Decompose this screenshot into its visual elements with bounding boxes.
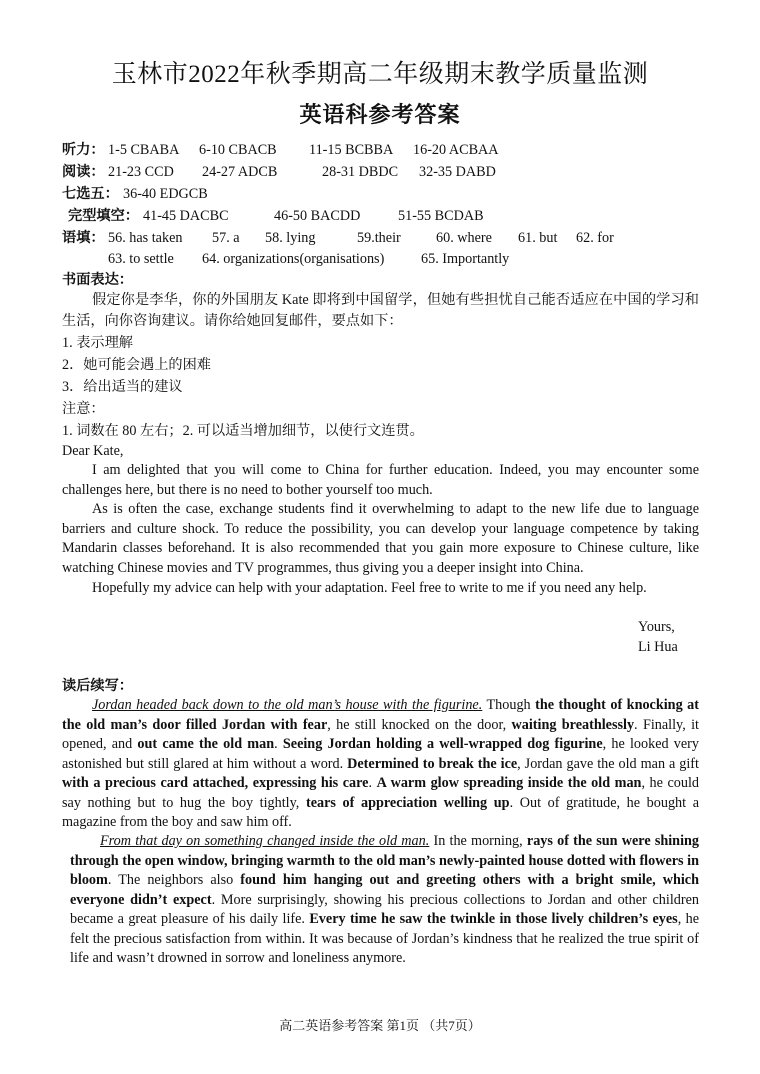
grammar-label: 语填： — [62, 230, 105, 246]
story-text: , he looked very astonished but still glared at him without a word. — [62, 736, 700, 772]
writing-point: 2．她可能会遇上的困难 — [62, 357, 211, 373]
story-text: . — [368, 775, 377, 791]
grammar-answer: 60. where — [436, 230, 492, 246]
grammar-answer: 56. has taken — [108, 230, 183, 246]
cloze-answer: 46-50 BACDD — [274, 208, 361, 224]
seven-label: 七选五： — [62, 186, 119, 202]
listening-answer: 1-5 CBABA — [108, 142, 180, 158]
highlighted-phrase: Every time he saw the twinkle in those lively children’s eyes — [309, 911, 678, 927]
story-text: . Out of gratitude, he bought a magazine from the boy and saw him off. — [62, 794, 700, 830]
continuation-paragraph-2 — [70, 832, 699, 969]
listening-answer: 11-15 BCBBA — [309, 142, 394, 158]
story-text: . — [274, 736, 283, 752]
letter-greeting: Dear Kate, — [62, 443, 124, 459]
grammar-answer: 64. organizations(organisations) — [202, 251, 385, 267]
story-text: In the morning, — [429, 833, 527, 849]
grammar-answer: 62. for — [576, 230, 614, 246]
cloze-answer: 41-45 DACBC — [143, 208, 229, 224]
continuation-paragraph-1 — [62, 696, 699, 833]
grammar-answer: 63. to settle — [108, 251, 174, 267]
cloze-label: 完型填空： — [68, 208, 139, 224]
writing-prompt: 假定你是李华，你的外国朋友 Kate 即将到中国留学，但她有些担忧自己能否适应在中国的学习和生活，向你咨询建议。请你给她回复邮件，要点如下： — [62, 292, 699, 329]
grammar-answer: 65. Importantly — [421, 251, 510, 267]
writing-label: 书面表达： — [62, 272, 133, 288]
highlighted-phrase: found him hanging out and greeting others with a bright smile, which everyone didn’t expect — [70, 872, 699, 908]
reading-answer: 32-35 DABD — [419, 164, 496, 180]
letter-closing: Yours, — [638, 619, 675, 635]
grammar-answer: 59.their — [357, 230, 401, 246]
highlighted-phrase: rays of the sun were shining through the open window, bringing warmth to the old man’s newly-painted house dotted with flowers in bloom — [70, 833, 699, 888]
page-footer: 高二英语参考答案 第1页 （共7页） — [279, 1018, 481, 1033]
story-text: Though — [482, 697, 536, 713]
continuation-label: 读后续写： — [62, 678, 133, 694]
reading-row — [62, 162, 496, 182]
reading-label: 阅读： — [62, 164, 105, 180]
grammar-row — [62, 228, 614, 248]
highlighted-phrase: waiting breathlessly — [511, 716, 635, 733]
page-title: 玉林市2022年秋季期高二年级期末教学质量监测 — [111, 61, 649, 88]
reading-answer: 21-23 CCD — [108, 164, 174, 180]
cloze-answer: 51-55 BCDAB — [398, 208, 484, 224]
story-text: . Finally, it opened, and — [62, 716, 700, 752]
highlighted-phrase: the thought of knocking at the old man’s door filled Jordan with fear — [62, 697, 699, 733]
highlighted-phrase: Seeing Jordan holding a well-wrapped dog figurine — [282, 736, 603, 752]
story-text: . The neighbors also — [107, 872, 241, 888]
note-label: 注意： — [62, 401, 105, 417]
letter-signature: Li Hua — [638, 639, 678, 655]
cloze-row — [68, 206, 484, 226]
highlighted-phrase: Determined to break the ice — [347, 755, 518, 772]
page-subtitle: 英语科参考答案 — [299, 102, 461, 127]
listening-answer: 6-10 CBACB — [199, 142, 277, 158]
reading-answer: 28-31 DBDC — [322, 164, 399, 180]
highlighted-phrase: out came the old man — [137, 736, 275, 752]
continuation-lead-sentence: Jordan headed back down to the old man’s house with the figurine. — [92, 697, 483, 713]
story-text: , he could say nothing but to hug the boy tightly, — [62, 775, 699, 811]
reading-answer: 24-27 ADCB — [202, 164, 278, 180]
seven-answer: 36-40 EDGCB — [123, 186, 208, 202]
listening-row — [62, 140, 499, 160]
note-text: 1. 词数在 80 左右；2. 可以适当增加细节，以使行文连贯。 — [62, 423, 424, 439]
listening-answer: 16-20 ACBAA — [413, 142, 499, 158]
letter-paragraph: I am delighted that you will come to China for further education. Indeed, you may encounter some challenges here, but there is no need to bother yourself too much. — [62, 462, 699, 498]
story-text: , he felt the precious satisfaction from within. It was because of Jordan’s kindness that he realized the true spirit of life and wasn’t drowned in sorrow and loneliness anymore. — [70, 911, 699, 966]
letter-body — [62, 461, 699, 598]
letter-paragraph: As is often the case, exchange students find it overwhelming to adapt to the new life due to language barriers and culture shock. To reduce the possibility, you can develop your language competence by taking Mandarin classes beforehand. It is also recommended that you gain more exposure to Chinese culture, like watching Chinese movies and TV programmes, thus giving you a deeper insight into China. — [62, 501, 699, 576]
letter-paragraph: Hopefully my advice can help with your adaptation. Feel free to write to me if you need any help. — [92, 579, 647, 596]
writing-point: 3．给出适当的建议 — [62, 379, 183, 395]
listening-label: 听力： — [62, 142, 105, 158]
story-text: , he still knocked on the door, — [327, 716, 512, 733]
highlighted-phrase: with a precious card attached, expressing his care — [62, 775, 369, 791]
highlighted-phrase: A warm glow spreading inside the old man — [376, 775, 642, 791]
continuation-lead-sentence: From that day on something changed inside the old man. — [100, 833, 430, 849]
seven-row — [62, 184, 208, 204]
grammar-answer: 61. but — [518, 230, 558, 246]
grammar-answer: 57. a — [212, 230, 240, 246]
story-text: . More surprisingly, showing his precious collections to Jordan and other children became a great pleasure of his daily life. — [70, 891, 699, 927]
story-text: , Jordan gave the old man a gift — [517, 755, 699, 772]
highlighted-phrase: tears of appreciation welling up — [305, 794, 510, 811]
grammar-answer: 58. lying — [265, 230, 316, 246]
writing-point: 1. 表示理解 — [62, 335, 133, 351]
